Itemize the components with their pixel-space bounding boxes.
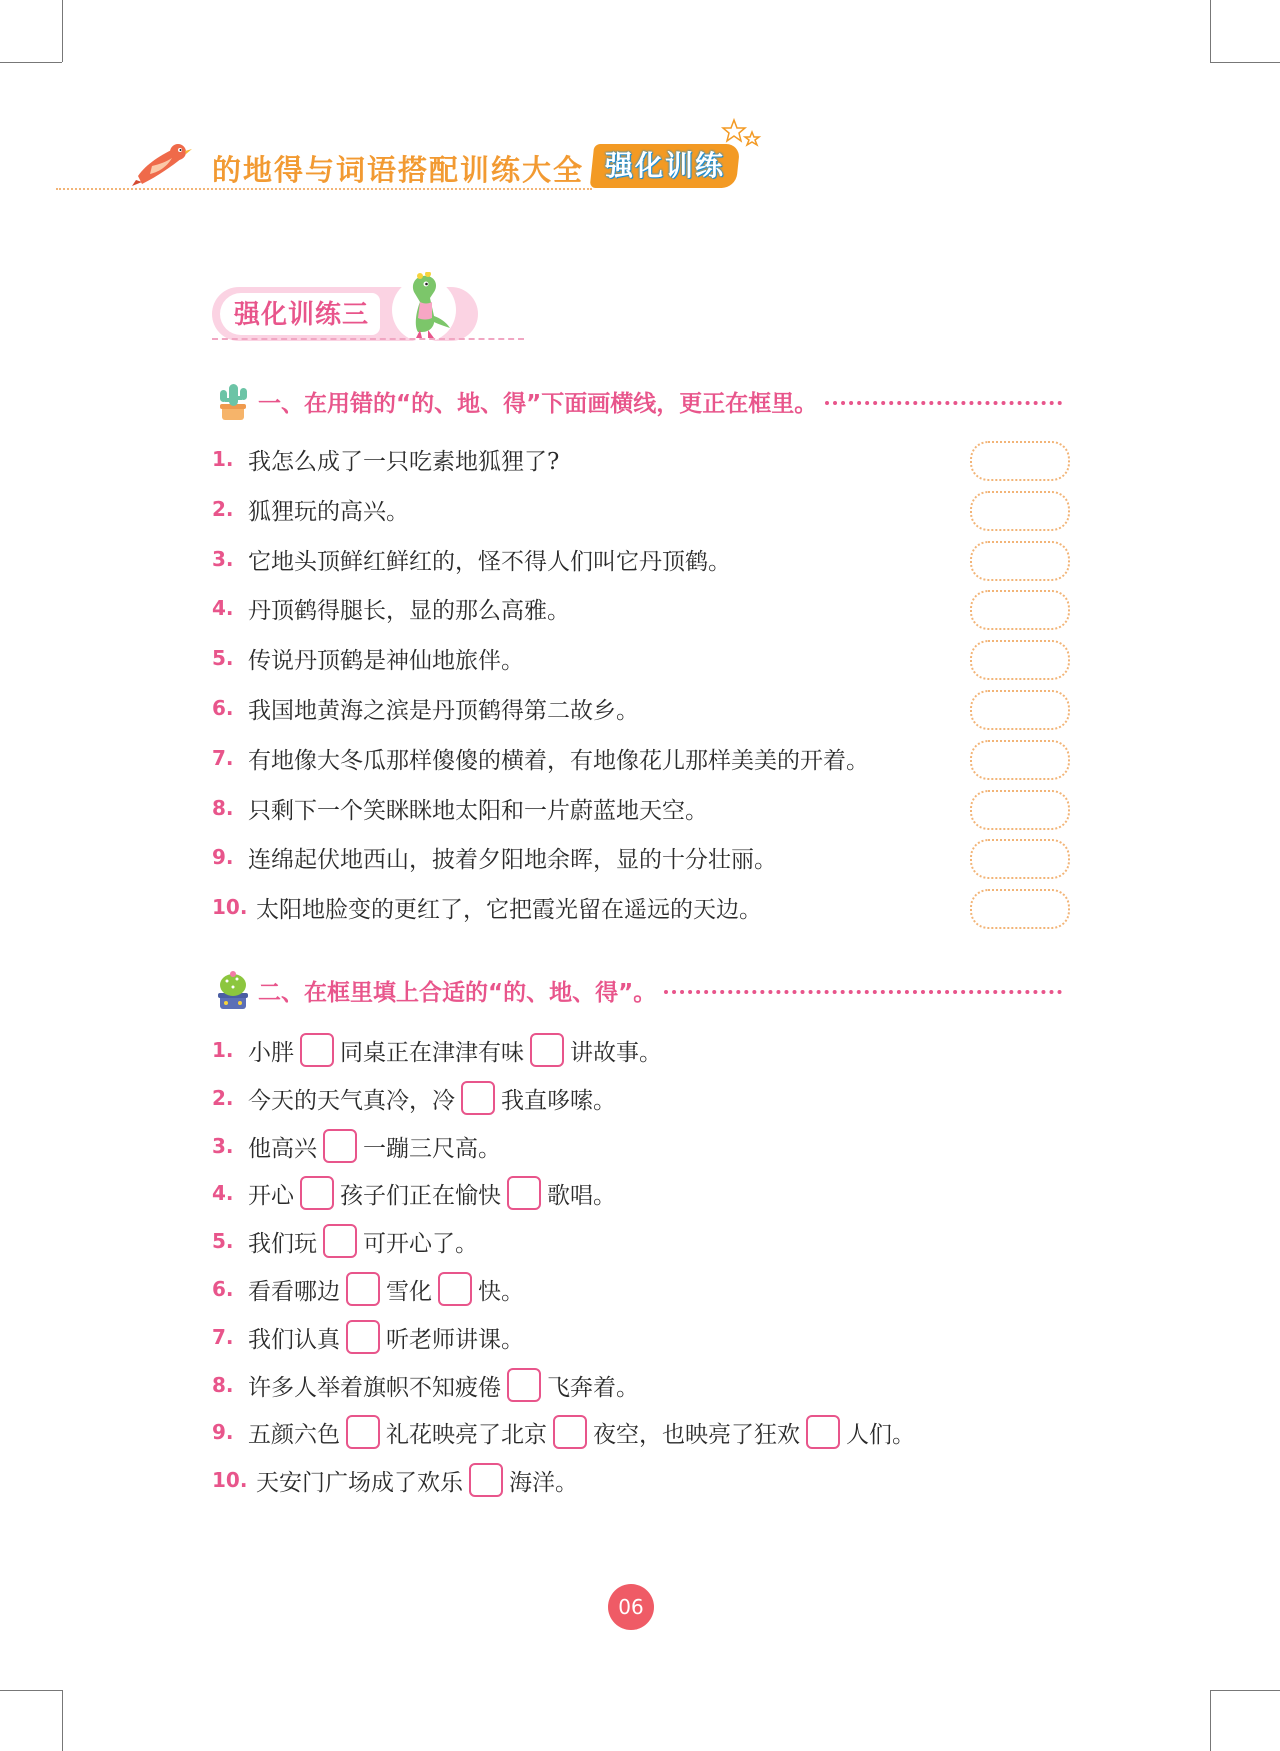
crop-mark — [62, 1690, 63, 1751]
dinosaur-icon — [400, 272, 452, 340]
item-text: 只剩下一个笑眯眯地太阳和一片蔚蓝地天空。 — [248, 797, 708, 824]
item-text: 我国地黄海之滨是丹顶鹤得第二故乡。 — [248, 697, 639, 724]
blank-box[interactable] — [438, 1272, 472, 1306]
item-number: 6. — [212, 1277, 234, 1301]
list-item — [212, 1128, 501, 1164]
item-number: 2. — [212, 1086, 234, 1110]
list-item — [212, 740, 869, 776]
list-item — [212, 491, 409, 527]
item-text: 礼花映亮了北京 — [386, 1421, 547, 1448]
item-number: 6. — [212, 696, 234, 720]
item-number: 9. — [212, 845, 234, 869]
item-text: 丹顶鹤得腿长，显的那么高雅。 — [248, 597, 570, 624]
page-number: 06 — [608, 1584, 654, 1630]
item-text: 人们。 — [846, 1421, 915, 1448]
item-text: 一蹦三尺高。 — [363, 1135, 501, 1162]
list-item — [212, 1223, 478, 1259]
list-item — [212, 889, 762, 925]
item-text: 可开心了。 — [363, 1230, 478, 1257]
part2-heading-text: 二、在框里填上合适的“的、地、得”。 — [258, 979, 657, 1006]
item-number: 4. — [212, 596, 234, 620]
blank-box[interactable] — [300, 1176, 334, 1210]
item-text: 太阳地脸变的更红了，它把霞光留在遥远的天边。 — [256, 896, 762, 923]
item-number: 8. — [212, 1373, 234, 1397]
cactus-pot-icon — [212, 969, 254, 1011]
list-item — [212, 1319, 524, 1355]
blank-box[interactable] — [323, 1224, 357, 1258]
bird-icon — [132, 136, 192, 188]
crop-mark — [1210, 62, 1280, 63]
item-text: 快。 — [478, 1278, 524, 1305]
item-text: 我们认真 — [248, 1326, 340, 1353]
answer-box[interactable] — [970, 690, 1070, 730]
cactus-icon — [212, 380, 254, 422]
list-item — [212, 1080, 616, 1116]
item-text: 有地像大冬瓜那样傻傻的横着，有地像花儿那样美美的开着。 — [248, 747, 869, 774]
item-text: 他高兴 — [248, 1135, 317, 1162]
section-banner-title: 强化训练三 — [234, 300, 370, 330]
part1-heading — [212, 381, 1062, 421]
list-item — [212, 590, 570, 626]
list-item — [212, 690, 639, 726]
blank-box[interactable] — [553, 1415, 587, 1449]
list-item — [212, 1032, 662, 1068]
answer-box[interactable] — [970, 441, 1070, 481]
item-text: 海洋。 — [509, 1469, 578, 1496]
item-number: 8. — [212, 796, 234, 820]
answer-box[interactable] — [970, 590, 1070, 630]
banner-divider — [212, 338, 524, 340]
item-text: 我怎么成了一只吃素地狐狸了? — [248, 448, 560, 475]
item-text: 它地头顶鲜红鲜红的，怪不得人们叫它丹顶鹤。 — [248, 548, 731, 575]
item-text: 讲故事。 — [570, 1039, 662, 1066]
crop-mark — [1210, 0, 1211, 62]
item-number: 3. — [212, 1134, 234, 1158]
blank-box[interactable] — [469, 1463, 503, 1497]
blank-box[interactable] — [507, 1176, 541, 1210]
item-number: 7. — [212, 746, 234, 770]
item-number: 5. — [212, 646, 234, 670]
blank-box[interactable] — [507, 1368, 541, 1402]
stars-icon — [720, 118, 762, 152]
part1-heading-text: 一、在用错的“的、地、得”下面画横线，更正在框里。 — [258, 390, 818, 417]
item-text: 看看哪边 — [248, 1278, 340, 1305]
list-item — [212, 441, 559, 477]
crop-mark — [62, 0, 63, 62]
blank-box[interactable] — [346, 1272, 380, 1306]
list-item — [212, 1271, 524, 1307]
item-text: 雪化 — [386, 1278, 432, 1305]
item-text: 我们玩 — [248, 1230, 317, 1257]
list-item — [212, 640, 524, 676]
header-divider — [56, 188, 592, 190]
item-text: 开心 — [248, 1182, 294, 1209]
list-item — [212, 1367, 639, 1403]
list-item — [212, 1414, 915, 1450]
blank-box[interactable] — [346, 1320, 380, 1354]
answer-box[interactable] — [970, 790, 1070, 830]
item-text: 同桌正在津津有味 — [340, 1039, 524, 1066]
crop-mark — [1210, 1690, 1280, 1691]
dotted-leader — [664, 990, 1062, 994]
item-number: 5. — [212, 1229, 234, 1253]
list-item — [212, 1175, 616, 1211]
item-text: 五颜六色 — [248, 1421, 340, 1448]
item-number: 10. — [212, 895, 248, 919]
item-number: 1. — [212, 447, 234, 471]
item-text: 小胖 — [248, 1039, 294, 1066]
item-text: 今天的天气真冷，冷 — [248, 1087, 455, 1114]
item-text: 许多人举着旗帜不知疲倦 — [248, 1374, 501, 1401]
item-number: 10. — [212, 1468, 248, 1492]
item-number: 7. — [212, 1325, 234, 1349]
item-text: 连绵起伏地西山，披着夕阳地余晖，显的十分壮丽。 — [248, 846, 777, 873]
item-text: 听老师讲课。 — [386, 1326, 524, 1353]
list-item — [212, 1462, 578, 1498]
item-text: 夜空，也映亮了狂欢 — [593, 1421, 800, 1448]
part2-heading — [212, 970, 1062, 1010]
blank-box[interactable] — [346, 1415, 380, 1449]
blank-box[interactable] — [300, 1033, 334, 1067]
header-title: 的地得与词语搭配训练大全 — [212, 153, 585, 187]
item-text: 歌唱。 — [547, 1182, 616, 1209]
header-badge — [590, 144, 741, 188]
crop-mark — [0, 62, 62, 63]
blank-box[interactable] — [530, 1033, 564, 1067]
list-item — [212, 839, 777, 875]
item-text: 传说丹顶鹤是神仙地旅伴。 — [248, 647, 524, 674]
list-item — [212, 790, 708, 826]
list-item — [212, 541, 731, 577]
crop-mark — [0, 1690, 62, 1691]
answer-box[interactable] — [970, 839, 1070, 879]
crop-mark — [1210, 1690, 1211, 1751]
header-badge-label: 强化训练 — [604, 149, 725, 182]
answer-box[interactable] — [970, 541, 1070, 581]
answer-box[interactable] — [970, 491, 1070, 531]
answer-box[interactable] — [970, 889, 1070, 929]
item-number: 9. — [212, 1420, 234, 1444]
answer-box[interactable] — [970, 740, 1070, 780]
item-text: 飞奔着。 — [547, 1374, 639, 1401]
item-text: 天安门广场成了欢乐 — [256, 1469, 463, 1496]
item-text: 狐狸玩的高兴。 — [248, 498, 409, 525]
answer-box[interactable] — [970, 640, 1070, 680]
item-number: 1. — [212, 1038, 234, 1062]
blank-box[interactable] — [323, 1129, 357, 1163]
blank-box[interactable] — [461, 1081, 495, 1115]
item-text: 孩子们正在愉快 — [340, 1182, 501, 1209]
item-text: 我直哆嗦。 — [501, 1087, 616, 1114]
blank-box[interactable] — [806, 1415, 840, 1449]
item-number: 3. — [212, 547, 234, 571]
item-number: 4. — [212, 1181, 234, 1205]
dotted-leader — [825, 401, 1062, 405]
item-number: 2. — [212, 497, 234, 521]
